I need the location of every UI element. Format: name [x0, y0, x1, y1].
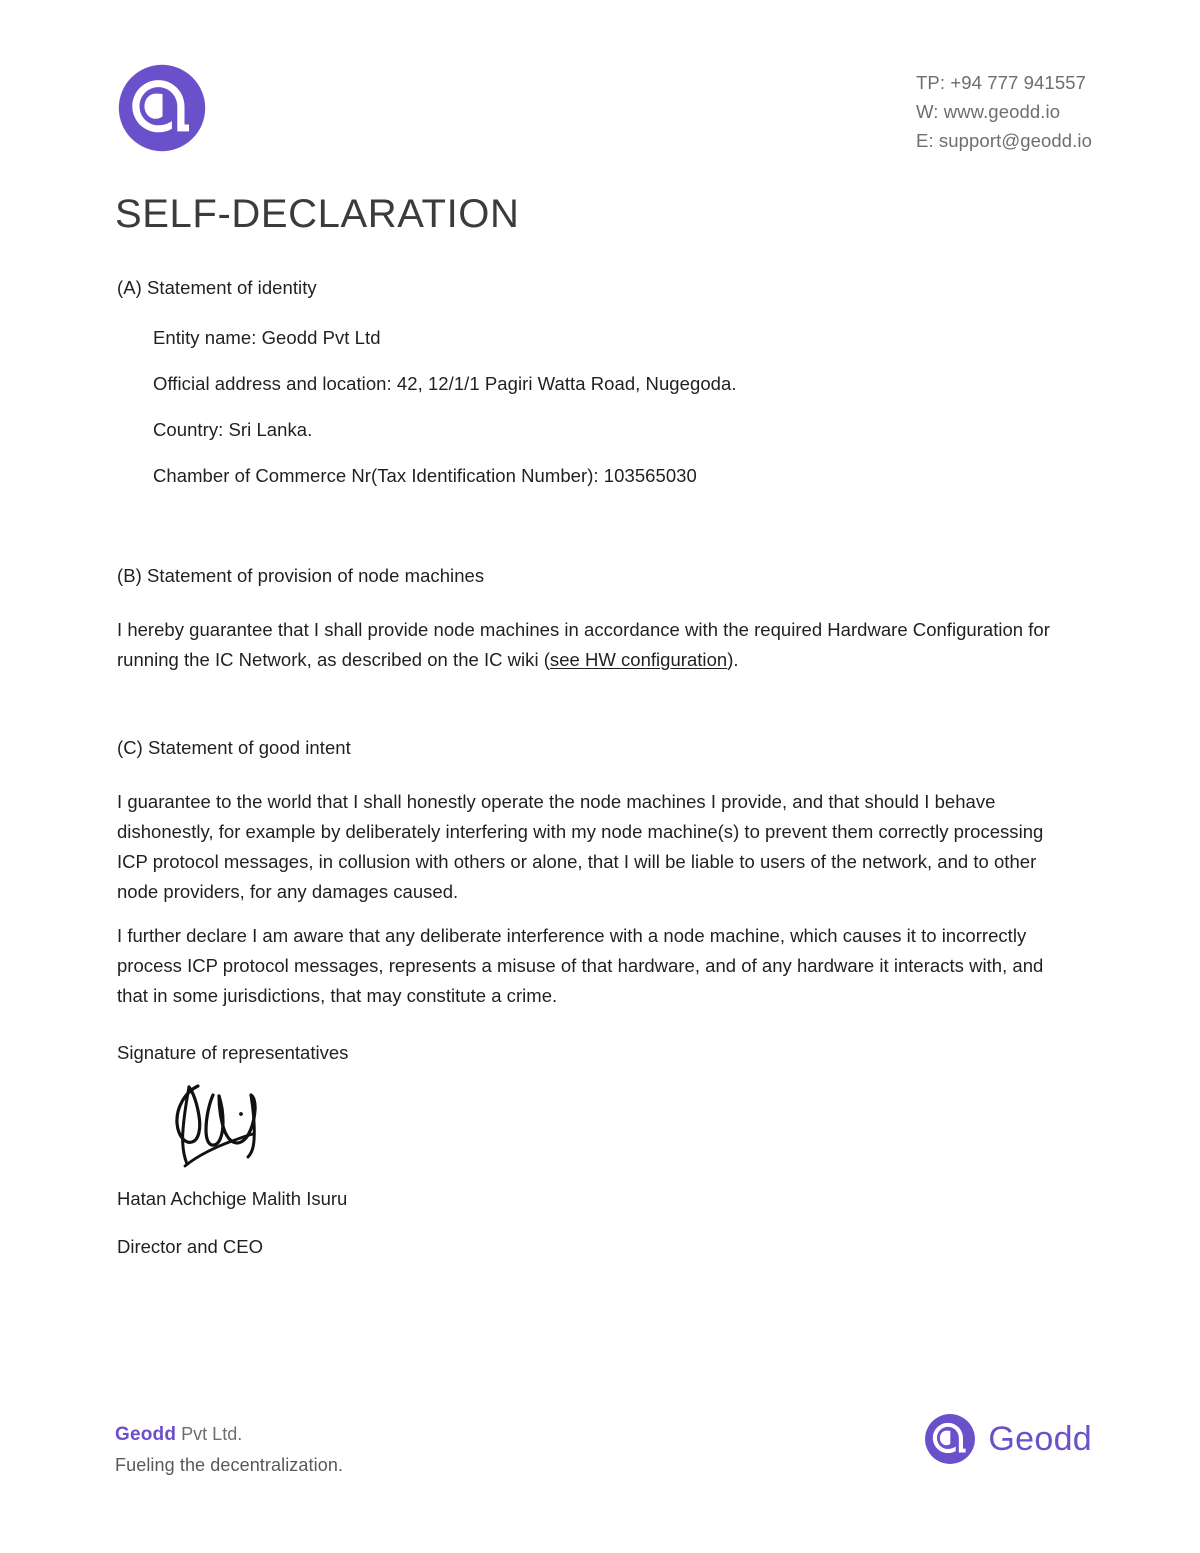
section-b-text-before-link: I hereby guarantee that I shall provide node machines in accordance with the required Hardware Configuration for running the IC Network, as described on the IC wiki (: [117, 619, 1050, 670]
section-c-heading: (C) Statement of good intent: [117, 737, 351, 758]
geodd-logo-icon: [924, 1413, 976, 1465]
section-provision-of-node-machines: [117, 563, 1075, 675]
section-statement-of-identity: [117, 275, 1075, 489]
list-item: Country: Sri Lanka.: [153, 419, 313, 440]
list-item: Entity name: Geodd Pvt Ltd: [153, 327, 381, 348]
footer-company-suffix: Pvt Ltd.: [176, 1424, 243, 1444]
section-b-text-after-link: ).: [727, 649, 739, 670]
section-c-paragraph-1: I guarantee to the world that I shall honestly operate the node machines I provide, and that should I behave dishonestly, for example by deliberately interfering with my node machine(s) to prevent them correctly processing ICP protocol messages, in collusion with others or alone, that I will be liable to users of the network, and to other node providers, for any damages caused.: [117, 791, 1044, 902]
contact-info: [916, 68, 1092, 155]
footer-tagline: Fueling the decentralization.: [115, 1455, 344, 1475]
section-statement-of-good-intent: [117, 735, 1075, 1011]
signatory-name: Hatan Achchige Malith Isuru: [117, 1188, 348, 1209]
signature-label: Signature of representatives: [117, 1042, 349, 1063]
section-b-paragraph: [117, 615, 1075, 675]
section-c-paragraph-2: I further declare I am aware that any deliberate interference with a node machine, which causes it to incorrectly process ICP protocol messages, represents a misuse of that hardware, and of any hardware it interacts with, and that in some jurisdictions, that may constitute a crime.: [117, 925, 1044, 1006]
document-body: [117, 275, 1075, 1011]
footer-company-info: [115, 1419, 343, 1480]
identity-detail-list: [117, 325, 1075, 489]
document-footer: [0, 1405, 1200, 1495]
section-a-heading: (A) Statement of identity: [117, 277, 317, 298]
page-title: SELF-DECLARATION: [115, 192, 520, 236]
list-item: Official address and location: 42, 12/1/1 Pagiri Watta Road, Nugegoda.: [153, 373, 737, 394]
hw-configuration-link[interactable]: see HW configuration: [549, 649, 728, 670]
handwritten-signature-icon: [165, 1078, 285, 1178]
list-item: Chamber of Commerce Nr(Tax Identification Number): 103565030: [153, 465, 697, 486]
signatory-role: Director and CEO: [117, 1236, 263, 1257]
geodd-logo-icon: [117, 63, 207, 153]
section-b-heading: (B) Statement of provision of node machines: [117, 565, 485, 586]
signature-block: [117, 1040, 717, 1260]
footer-wordmark: Geodd: [988, 1420, 1092, 1458]
contact-website: W: www.geodd.io: [916, 101, 1061, 122]
footer-company-brand: Geodd: [115, 1424, 177, 1445]
footer-logo: [924, 1413, 1092, 1465]
contact-email: E: support@geodd.io: [916, 130, 1092, 151]
contact-phone: TP: +94 777 941557: [916, 72, 1086, 93]
document-header: [0, 0, 1200, 175]
